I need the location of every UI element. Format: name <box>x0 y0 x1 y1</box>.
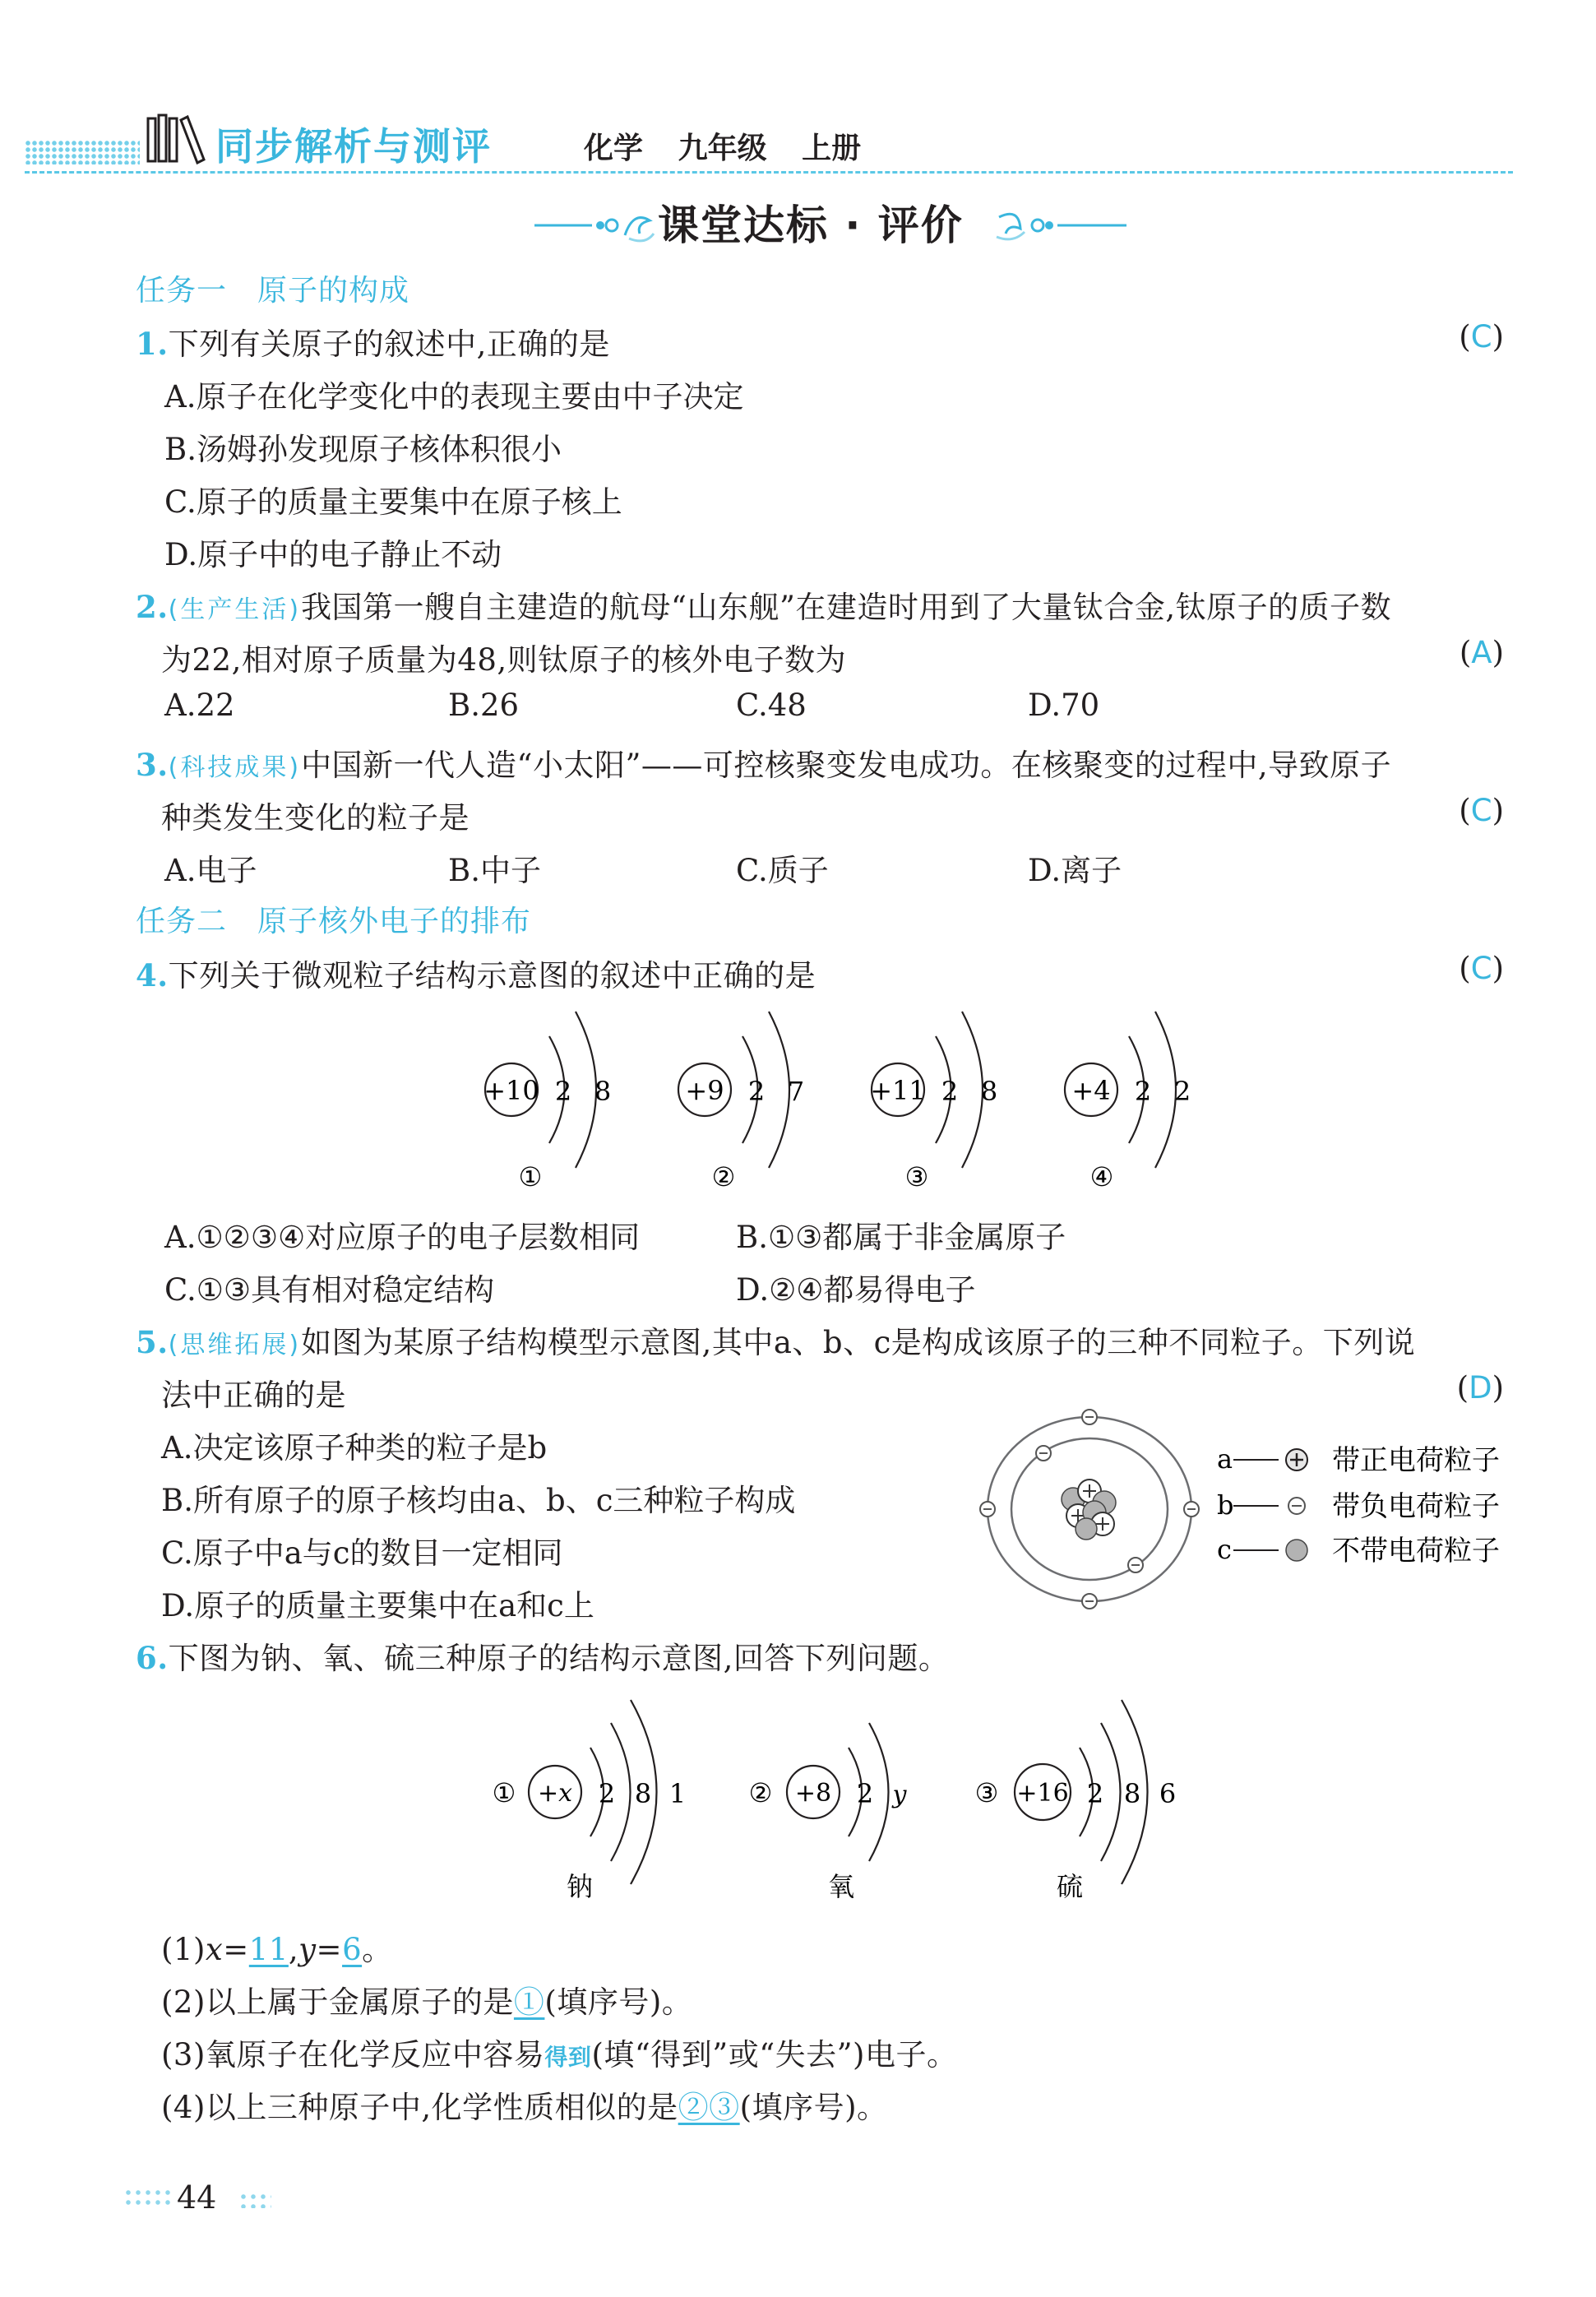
q6-sub4 <box>161 2082 888 2127</box>
q3-option-d: D.离子 <box>1028 853 1122 888</box>
q4-d2-shell2: 7 <box>787 1076 805 1107</box>
q4-d2-label: ② <box>711 1161 736 1192</box>
q6-d1-name: 钠 <box>566 1871 594 1902</box>
q4-answer: (C) <box>1459 951 1504 986</box>
subject: 化学 <box>584 132 644 165</box>
q3-stem-line2: 种类发生变化的粒子是 <box>161 800 470 836</box>
q6-sub3-answer: 得到 <box>544 2044 592 2071</box>
legend-a-text: 带正电荷粒子 <box>1332 1444 1500 1477</box>
q6-sub1-sep: , <box>288 1932 299 1967</box>
banner-ornament-right-icon <box>995 188 1126 253</box>
q4-d2-nucleus: +9 <box>685 1075 724 1106</box>
q2-tag: (生产生活) <box>168 595 302 624</box>
q2-option-b: B.26 <box>448 688 520 723</box>
q2-option-c: C.48 <box>736 688 807 723</box>
q5-option-b: B.所有原子的原子核均由a、b、c三种粒子构成 <box>161 1483 796 1518</box>
task2-heading: 任务二 原子核外电子的排布 <box>136 905 532 938</box>
q4-d1-nucleus: +10 <box>483 1075 539 1106</box>
q6-d3-nucleus: +16 <box>1016 1779 1069 1808</box>
q3-answer-letter: C <box>1470 793 1492 828</box>
page-dots-right <box>238 2192 271 2208</box>
q3-stem-line1 <box>136 740 1391 785</box>
q5-option-d: D.原子的质量主要集中在a和c上 <box>161 1588 594 1623</box>
q6-sub1-x-answer: 11 <box>248 1932 289 1967</box>
q3-tag: (科技成果) <box>168 753 302 782</box>
q4-option-b: B.①③都属于非金属原子 <box>736 1220 1066 1255</box>
q6-d2-name: 氧 <box>827 1871 855 1902</box>
q4-d1-shell2: 8 <box>594 1076 612 1107</box>
q6-d1-index: ① <box>492 1777 516 1808</box>
q5-answer: (D) <box>1456 1370 1504 1406</box>
q4-option-a: A.①②③④对应原子的电子层数相同 <box>164 1220 641 1255</box>
q5-text1: 如图为某原子结构模型示意图,其中a、b、c是构成该原子的三种不同粒子。下列说 <box>301 1325 1416 1360</box>
q6-sub4-prefix: (4)以上三种原子中,化学性质相似的是 <box>161 2090 678 2125</box>
q3-number: 3. <box>136 747 169 783</box>
q4-diagram-4 <box>1065 1012 1191 1192</box>
q3-option-a: A.电子 <box>164 853 257 888</box>
header-rule <box>25 171 1513 174</box>
q4-d3-shell1: 2 <box>941 1076 959 1107</box>
q1-answer-letter: C <box>1470 319 1492 354</box>
q6-sub1-y-label: y= <box>298 1932 343 1967</box>
q4-number: 4. <box>136 957 169 993</box>
volume: 上册 <box>802 132 862 165</box>
q4-option-d: D.②④都易得电子 <box>736 1272 976 1308</box>
q6-d1-shell3: 1 <box>668 1778 687 1809</box>
q4-d3-label: ③ <box>904 1161 929 1192</box>
q6-sub3-suffix: (填“得到”或“失去”)电子。 <box>591 2037 958 2072</box>
q4-d4-shell2: 2 <box>1173 1076 1191 1107</box>
section-title: 课堂达标 · 评价 <box>658 201 964 249</box>
q4-diagram-2 <box>678 1012 804 1192</box>
q4-diagram-3 <box>870 1012 997 1192</box>
q6-sub1-x-label: x= <box>205 1932 249 1967</box>
q4-d4-nucleus: +4 <box>1071 1075 1111 1106</box>
q1-option-c: C.原子的质量主要集中在原子核上 <box>164 484 622 520</box>
legend-a-key: a <box>1217 1443 1233 1475</box>
q2-number: 2. <box>136 589 169 625</box>
q2-answer-letter: A <box>1471 635 1492 670</box>
q2-answer: (A) <box>1459 635 1504 670</box>
q6-diagram-sulfur <box>975 1700 1177 1902</box>
q6-sub1-prefix: (1) <box>161 1932 206 1967</box>
banner-ornament-left-icon <box>534 188 658 253</box>
q6-sub1 <box>161 1924 393 1969</box>
q3-option-c: C.质子 <box>736 853 829 888</box>
page-header <box>25 107 1513 173</box>
neutral-particle-icon <box>1286 1540 1307 1561</box>
q4-d1-label: ① <box>518 1161 543 1192</box>
q3-option-b: B.中子 <box>448 853 541 888</box>
q4-option-c: C.①③具有相对稳定结构 <box>164 1272 495 1308</box>
q5-tag: (思维拓展) <box>168 1331 302 1359</box>
q2-option-a: A.22 <box>164 688 235 723</box>
q4-diagram-1 <box>483 1012 611 1192</box>
q4-d3-nucleus: +11 <box>870 1075 926 1106</box>
q6-d3-shell2: 8 <box>1123 1778 1141 1809</box>
q6-d2-index: ② <box>748 1777 773 1808</box>
q6-d3-shell3: 6 <box>1159 1778 1177 1809</box>
header-dots-decoration <box>25 140 140 164</box>
q6-d2-nucleus: +8 <box>794 1779 832 1808</box>
q6-diagram-sodium <box>493 1700 687 1902</box>
q6-number: 6. <box>136 1640 169 1676</box>
q6-stem <box>136 1633 949 1678</box>
q4-stem <box>136 951 816 995</box>
q6-sub4-suffix: (填序号)。 <box>739 2090 888 2125</box>
q6-text: 下图为钠、氧、硫三种原子的结构示意图,回答下列问题。 <box>168 1641 950 1676</box>
q6-sub2-prefix: (2)以上属于金属原子的是 <box>161 1984 514 2020</box>
q6-sub3 <box>161 2030 957 2074</box>
legend-c-text: 不带电荷粒子 <box>1332 1535 1500 1568</box>
q3-answer: (C) <box>1459 793 1504 828</box>
q4-d4-label: ④ <box>1089 1161 1114 1192</box>
q4-d4-shell1: 2 <box>1134 1076 1152 1107</box>
q6-sub1-end: 。 <box>362 1932 393 1967</box>
q6-d1-shell2: 8 <box>634 1778 652 1809</box>
q4-d3-shell2: 8 <box>980 1076 998 1107</box>
q6-sub1-y-answer: 6 <box>342 1932 363 1967</box>
q1-stem <box>136 319 610 364</box>
q2-text1: 我国第一艘自主建造的航母“山东舰”在建造时用到了大量钛合金,钛原子的质子数 <box>301 590 1392 625</box>
atom-nucleus <box>1062 1480 1116 1540</box>
q1-text: 下列有关原子的叙述中,正确的是 <box>168 326 610 362</box>
q5-option-c: C.原子中a与c的数目一定相同 <box>161 1535 563 1571</box>
q2-stem-line1 <box>136 582 1391 627</box>
grade: 九年级 <box>678 132 767 165</box>
task1-heading: 任务一 原子的构成 <box>136 274 410 308</box>
q5-stem-line1 <box>136 1318 1415 1362</box>
q4-d2-shell1: 2 <box>747 1076 766 1107</box>
q5-stem-line2: 法中正确的是 <box>161 1378 346 1413</box>
q4-answer-letter: C <box>1470 951 1492 986</box>
q6-d3-name: 硫 <box>1056 1871 1084 1902</box>
atom-legend <box>1217 1443 1500 1568</box>
q5-atom-model <box>974 1402 1538 1616</box>
q3-text1: 中国新一代人造“小太阳”——可控核聚变发电成功。在核聚变的过程中,导致原子 <box>301 748 1392 783</box>
legend-c-key: c <box>1217 1534 1232 1565</box>
negative-particle-icon <box>1288 1498 1305 1514</box>
q2-stem-line2: 为22,相对原子质量为48,则钛原子的核外电子数为 <box>161 642 847 678</box>
q5-number: 5. <box>136 1324 169 1360</box>
subject-info <box>584 125 886 167</box>
q1-option-d: D.原子中的电子静止不动 <box>164 537 502 572</box>
q6-sub2 <box>161 1977 692 2021</box>
atom-model-icon <box>980 1410 1199 1609</box>
q6-sub2-answer: ① <box>513 1984 545 2020</box>
q6-d1-nucleus: +x <box>537 1779 573 1808</box>
q5-answer-letter: D <box>1469 1370 1492 1406</box>
books-icon <box>146 113 212 164</box>
legend-b-key: b <box>1217 1489 1234 1521</box>
legend-b-text: 带负电荷粒子 <box>1332 1490 1500 1523</box>
positive-particle-icon <box>1286 1449 1307 1470</box>
q6-d1-shell1: 2 <box>598 1778 616 1809</box>
q2-option-d: D.70 <box>1028 688 1100 723</box>
q6-diagram-oxygen <box>749 1723 908 1902</box>
q6-diagrams <box>481 1690 1221 1912</box>
q5-option-a: A.决定该原子种类的粒子是b <box>161 1430 548 1466</box>
q1-option-b: B.汤姆孙发现原子核体积很小 <box>164 432 562 467</box>
q4-diagrams <box>469 1003 1209 1201</box>
page-dots-left <box>123 2188 173 2207</box>
q6-sub4-answer: ②③ <box>678 2090 740 2125</box>
q4-d1-shell1: 2 <box>554 1076 572 1107</box>
section-banner <box>534 188 1061 253</box>
q4-text: 下列关于微观粒子结构示意图的叙述中正确的是 <box>168 958 817 993</box>
q1-option-a: A.原子在化学变化中的表现主要由中子决定 <box>164 379 744 414</box>
q6-d2-shell1: 2 <box>856 1778 874 1809</box>
page-number: 44 <box>177 2179 217 2216</box>
q6-sub3-prefix: (3)氧原子在化学反应中容易 <box>161 2037 545 2072</box>
q6-sub2-suffix: (填序号)。 <box>544 1984 693 2020</box>
q1-answer: (C) <box>1459 319 1504 354</box>
q6-d3-shell1: 2 <box>1086 1778 1104 1809</box>
q1-number: 1. <box>136 326 169 362</box>
series-title: 同步解析与测评 <box>215 124 492 169</box>
q6-d2-shell2: y <box>892 1781 907 1809</box>
q6-d3-index: ③ <box>974 1777 999 1808</box>
